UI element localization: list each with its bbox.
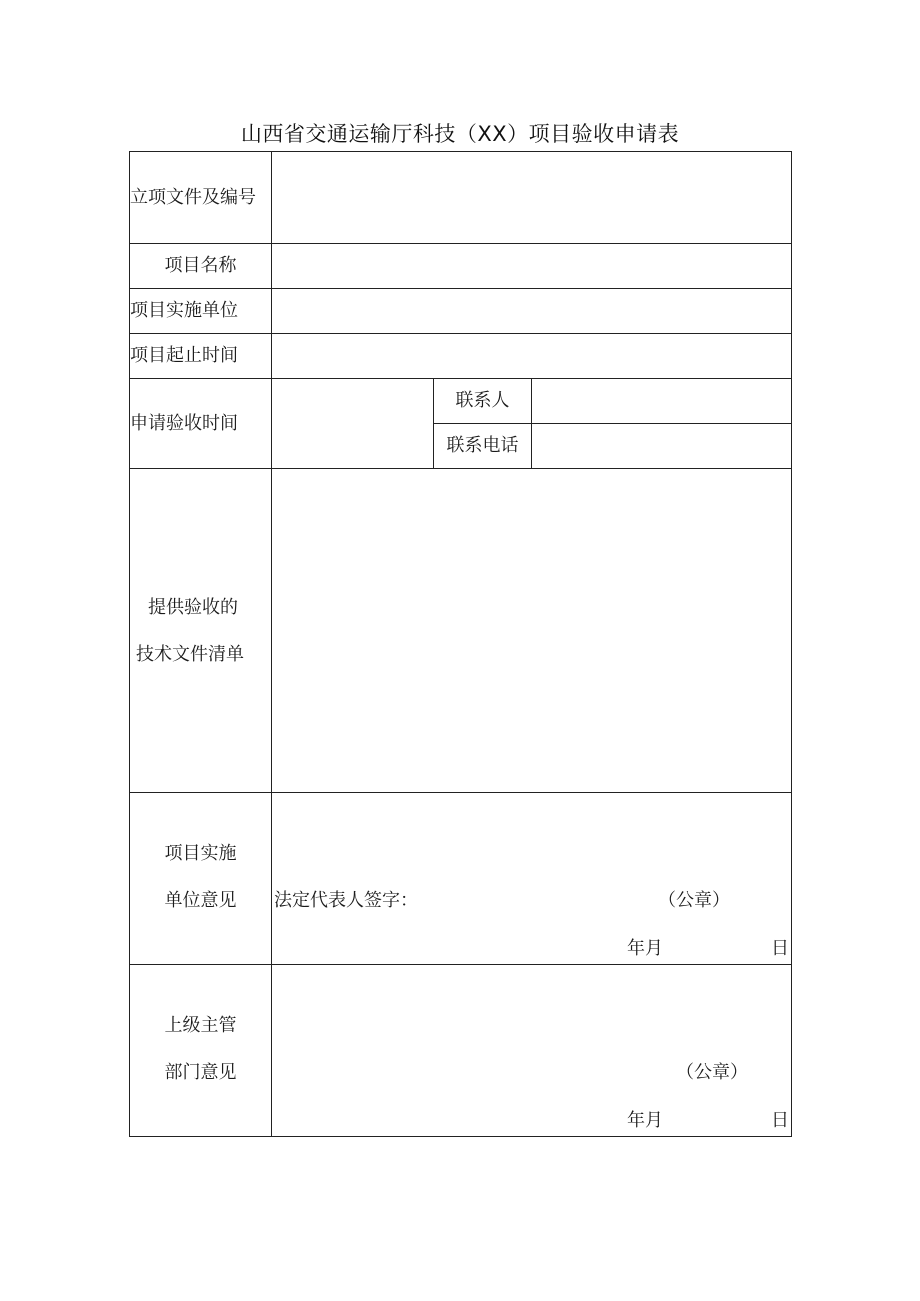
superior-year-month-label: 年月 <box>627 1110 663 1131</box>
superior-seal-label: （公章） <box>676 1062 748 1083</box>
row-start-end-time <box>130 334 792 379</box>
acceptance-time-field[interactable] <box>272 379 434 469</box>
doc-number-field[interactable] <box>272 152 792 244</box>
application-form-table <box>129 151 792 1137</box>
unit-opinion-label-line1: 项目实施 <box>164 842 237 864</box>
row-implementing-unit <box>130 289 792 334</box>
tech-docs-label-line2: 技术文件清单 <box>136 643 244 665</box>
start-end-time-label: 项目起止时间 <box>130 334 272 379</box>
contact-phone-field[interactable] <box>532 424 792 469</box>
unit-opinion-label <box>130 793 272 965</box>
page-title: 山西省交通运输厅科技（XX）项目验收申请表 <box>240 122 680 146</box>
superior-label-line2: 部门意见 <box>164 1061 237 1083</box>
tech-docs-label <box>130 469 272 793</box>
unit-day-label: 日 <box>771 938 790 959</box>
row-doc-number <box>130 152 792 244</box>
implementing-unit-label: 项目实施单位 <box>130 289 272 334</box>
contact-phone-label: 联系电话 <box>434 424 532 469</box>
tech-docs-label-line1: 提供验收的 <box>148 596 238 618</box>
row-tech-docs <box>130 469 792 793</box>
superior-day-label: 日 <box>771 1110 790 1131</box>
row-acceptance-contact <box>130 379 792 424</box>
implementing-unit-field[interactable] <box>272 289 792 334</box>
superior-opinion-label <box>130 965 272 1137</box>
row-project-name <box>130 244 792 289</box>
row-unit-opinion <box>130 793 792 965</box>
superior-opinion-field[interactable] <box>272 965 792 1137</box>
unit-opinion-label-line2: 单位意见 <box>164 889 237 911</box>
acceptance-time-label: 申请验收时间 <box>130 379 272 469</box>
unit-opinion-field[interactable] <box>272 793 792 965</box>
contact-person-field[interactable] <box>532 379 792 424</box>
row-superior-opinion <box>130 965 792 1137</box>
doc-number-label: 立项文件及编号 <box>130 152 272 244</box>
unit-year-month-label: 年月 <box>627 938 663 959</box>
project-name-label: 项目名称 <box>130 244 272 289</box>
start-end-time-field[interactable] <box>272 334 792 379</box>
contact-person-label: 联系人 <box>434 379 532 424</box>
superior-label-line1: 上级主管 <box>164 1014 237 1036</box>
legal-rep-signature-label: 法定代表人签字： <box>274 890 418 911</box>
tech-docs-field[interactable] <box>272 469 792 793</box>
unit-seal-label: （公章） <box>658 890 730 911</box>
project-name-field[interactable] <box>272 244 792 289</box>
